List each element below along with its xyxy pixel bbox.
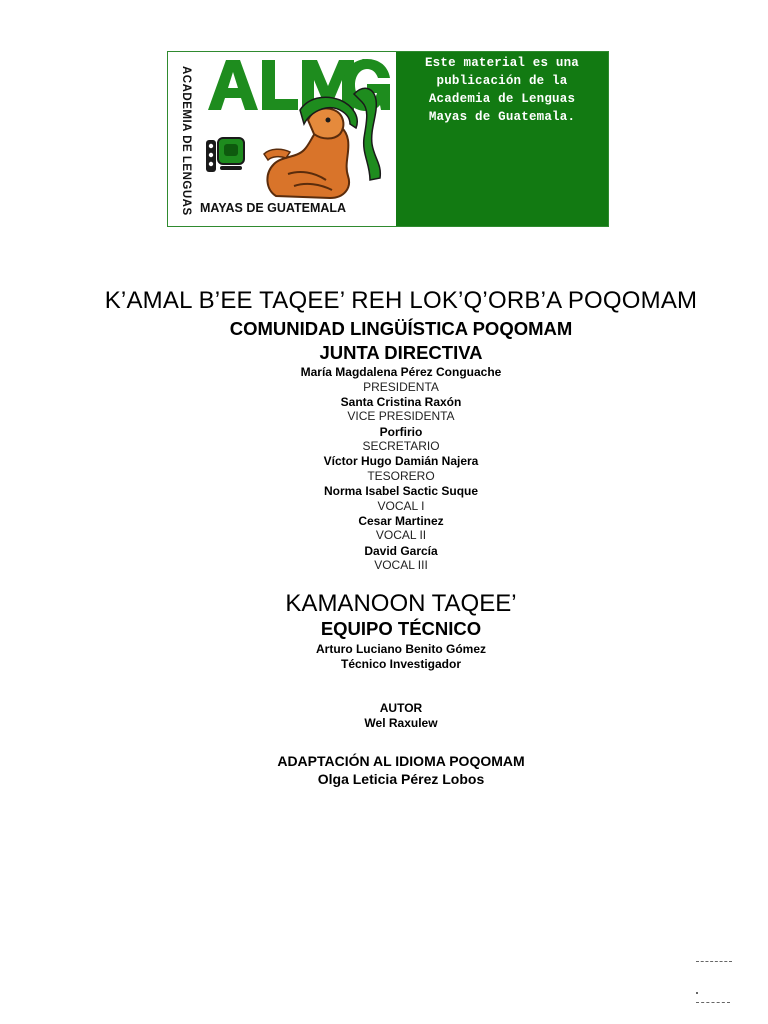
team-member-role: Técnico Investigador	[340, 657, 462, 671]
board-member-name: Santa Cristina Raxón	[340, 395, 462, 409]
board-heading: JUNTA DIRECTIVA	[319, 342, 483, 363]
corner-mark-dot	[696, 992, 698, 994]
board-member-name: Víctor Hugo Damián Najera	[323, 454, 479, 468]
almg-emblem-icon	[204, 54, 394, 202]
author-name: Wel Raxulew	[364, 716, 438, 730]
board-member-role: SECRETARIO	[362, 439, 440, 453]
header-banner	[167, 51, 609, 227]
corner-mark-line	[696, 1002, 730, 1004]
board-member-role: VOCAL II	[375, 528, 427, 542]
team-member-name: Arturo Luciano Benito Gómez	[315, 642, 486, 656]
board-member-role: PRESIDENTA	[363, 380, 439, 394]
team-heading-poqomam: KAMANOON TAQEE’	[285, 590, 517, 617]
team-heading: EQUIPO TÉCNICO	[320, 618, 482, 639]
adaptation-name: Olga Leticia Pérez Lobos	[317, 771, 485, 787]
board-member-name: Cesar Martinez	[358, 514, 444, 528]
community-heading: COMUNIDAD LINGÜÍSTICA POQOMAM	[229, 318, 573, 339]
board-member-name: María Magdalena Pérez Conguache	[300, 365, 502, 379]
board-member-role: VOCAL I	[377, 499, 425, 513]
banner-line: Este material es una	[424, 56, 580, 70]
document-title: K’AMAL B’EE TAQEE’ REH LOK’Q’ORB’A POQOMAM	[104, 287, 698, 314]
corner-mark-line	[696, 961, 732, 963]
board-member-role: VOCAL III	[374, 558, 428, 572]
banner-line: Mayas de Guatemala.	[428, 110, 576, 124]
adaptation-label: ADAPTACIÓN AL IDIOMA POQOMAM	[277, 753, 525, 769]
almg-logo	[168, 52, 396, 226]
board-member-role: VICE PRESIDENTA	[347, 409, 455, 423]
banner-line: Academia de Lenguas	[428, 92, 576, 106]
logo-bottom-text: MAYAS DE GUATEMALA	[200, 201, 347, 215]
banner-line: publicación de la	[436, 74, 568, 88]
board-member-name: Norma Isabel Sactic Suque	[323, 484, 479, 498]
board-member-role: TESORERO	[367, 469, 435, 483]
logo-vertical-text: ACADEMIA DE LENGUAS	[180, 66, 192, 216]
banner-publication-note	[396, 52, 608, 226]
author-label: AUTOR	[379, 701, 423, 715]
board-member-name: Porfirio	[379, 425, 423, 439]
board-member-name: David García	[364, 544, 438, 558]
